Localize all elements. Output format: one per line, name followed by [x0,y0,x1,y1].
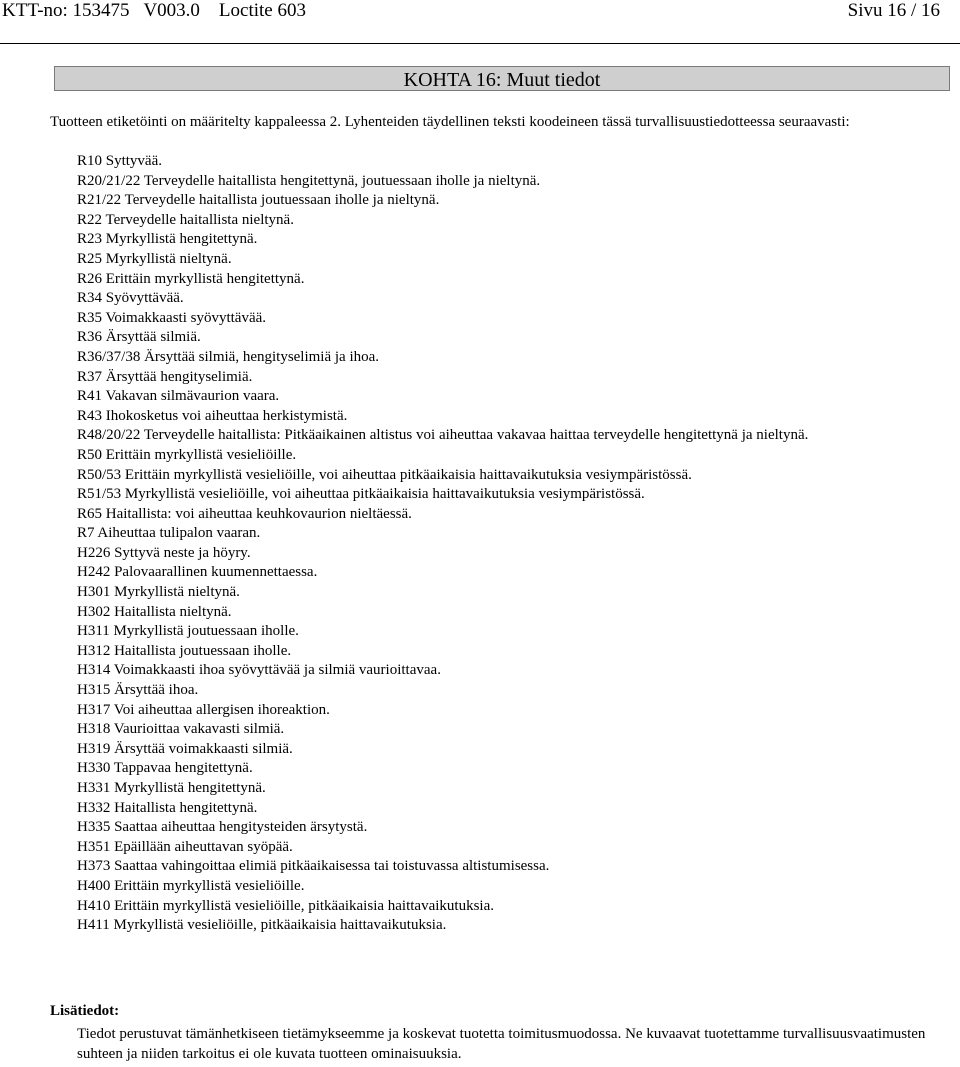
phrase-item: R51/53 Myrkyllistä vesieliöille, voi aiheuttaa pitkäaikaisia haittavaikutuksia vesiympäristössä. [77,486,645,503]
phrase-item: H400 Erittäin myrkyllistä vesieliöille. [77,877,305,894]
phrase-item: R23 Myrkyllistä hengitettynä. [77,231,258,248]
phrase-item: R25 Myrkyllistä nieltynä. [77,250,232,267]
phrase-item: R36/37/38 Ärsyttää silmiä, hengityselimiä ja ihoa. [77,348,380,365]
phrase-item: R21/22 Terveydelle haitallista joutuessaan iholle ja nieltynä. [77,192,440,209]
phrase-item: R34 Syövyttävää. [77,290,184,307]
phrase-item: R50/53 Erittäin myrkyllistä vesieliöille, voi aiheuttaa pitkäaikaisia haittavaikutuksia vesiympäristössä. [77,466,692,483]
section-heading-band [54,66,950,91]
phrase-item: R35 Voimakkaasti syövyttävää. [77,309,267,326]
phrase-item: H302 Haitallista nieltynä. [77,603,232,620]
phrase-item: H335 Saattaa aiheuttaa hengitysteiden ärsytystä. [77,819,368,836]
phrase-item: H411 Myrkyllistä vesieliöille, pitkäaikaisia haittavaikutuksia. [77,917,447,934]
phrase-item: H332 Haitallista hengitettynä. [77,799,258,816]
phrase-item: R7 Aiheuttaa tulipalon vaaran. [77,525,261,542]
phrase-item: R36 Ärsyttää silmiä. [77,329,201,346]
phrase-item: H351 Epäillään aiheuttavan syöpää. [77,838,293,855]
more-info-heading: Lisätiedot: [50,1003,120,1019]
phrase-item: R50 Erittäin myrkyllistä vesieliöille. [77,446,297,463]
phrase-item: H317 Voi aiheuttaa allergisen ihoreaktion. [77,701,330,718]
phrase-item: H319 Ärsyttää voimakkaasti silmiä. [77,740,293,757]
phrase-item: R41 Vakavan silmävaurion vaara. [77,388,280,405]
page-header [0,0,960,24]
phrase-item: R48/20/22 Terveydelle haitallista: Pitkäaikainen altistus voi aiheuttaa vakavaa haittaa terveydelle hengitettynä ja nieltynä. [77,427,809,444]
phrase-item: H373 Saattaa vahingoittaa elimiä pitkäaikaisessa tai toistuvassa altistumisessa. [77,858,550,875]
intro-paragraph: Tuotteen etiketöinti on määritelty kappaleessa 2. Lyhenteiden täydellinen teksti koodeineen tässä turvallisuustiedotteessa seuraavasti: [50,114,850,130]
phrase-item: R10 Syttyvää. [77,153,162,169]
phrase-item: H314 Voimakkaasti ihoa syövyttävää ja silmiä vaurioittavaa. [77,662,441,679]
phrase-item: R22 Terveydelle haitallista nieltynä. [77,211,294,228]
phrase-item: H318 Vaurioittaa vakavasti silmiä. [77,721,285,738]
page-number: Sivu 16 / 16 [847,0,940,21]
phrase-item: H410 Erittäin myrkyllistä vesieliöille, pitkäaikaisia haittavaikutuksia. [77,897,494,914]
phrase-item: H330 Tappavaa hengitettynä. [77,760,253,777]
phrase-item: R37 Ärsyttää hengityselimiä. [77,368,253,385]
phrase-item: H312 Haitallista joutuessaan iholle. [77,642,292,659]
phrase-item: H226 Syttyvä neste ja höyry. [77,544,251,561]
phrase-item: H311 Myrkyllistä joutuessaan iholle. [77,623,299,640]
phrase-item: R26 Erittäin myrkyllistä hengitettynä. [77,270,305,287]
phrase-list [77,152,947,936]
phrase-item: H242 Palovaarallinen kuumennettaessa. [77,564,318,581]
section-title: KOHTA 16: Muut tiedot [403,69,601,91]
phrase-item: H315 Ärsyttää ihoa. [77,682,199,699]
more-info-text: Tiedot perustuvat tämänhetkiseen tietämykseemme ja koskevat tuotetta toimitusmuodossa. Ne kuvaavat tuotettamme turvallisuusvaatimusten suhteen ja niiden tarkoitus ei ole kuvata tuotteen ominaisuuksia. [77,1026,926,1062]
phrase-item: R20/21/22 Terveydelle haitallista hengitettynä, joutuessaan iholle ja nieltynä. [77,172,541,189]
phrase-item: H331 Myrkyllistä hengitettynä. [77,780,266,796]
document-id: KTT-no: 153475 V003.0 Loctite 603 [2,0,306,21]
phrase-item: H301 Myrkyllistä nieltynä. [77,584,240,601]
header-divider [0,43,960,44]
phrase-item: R65 Haitallista: voi aiheuttaa keuhkovaurion nieltäessä. [77,505,412,522]
phrase-item: R43 Ihokosketus voi aiheuttaa herkistymistä. [77,407,348,424]
